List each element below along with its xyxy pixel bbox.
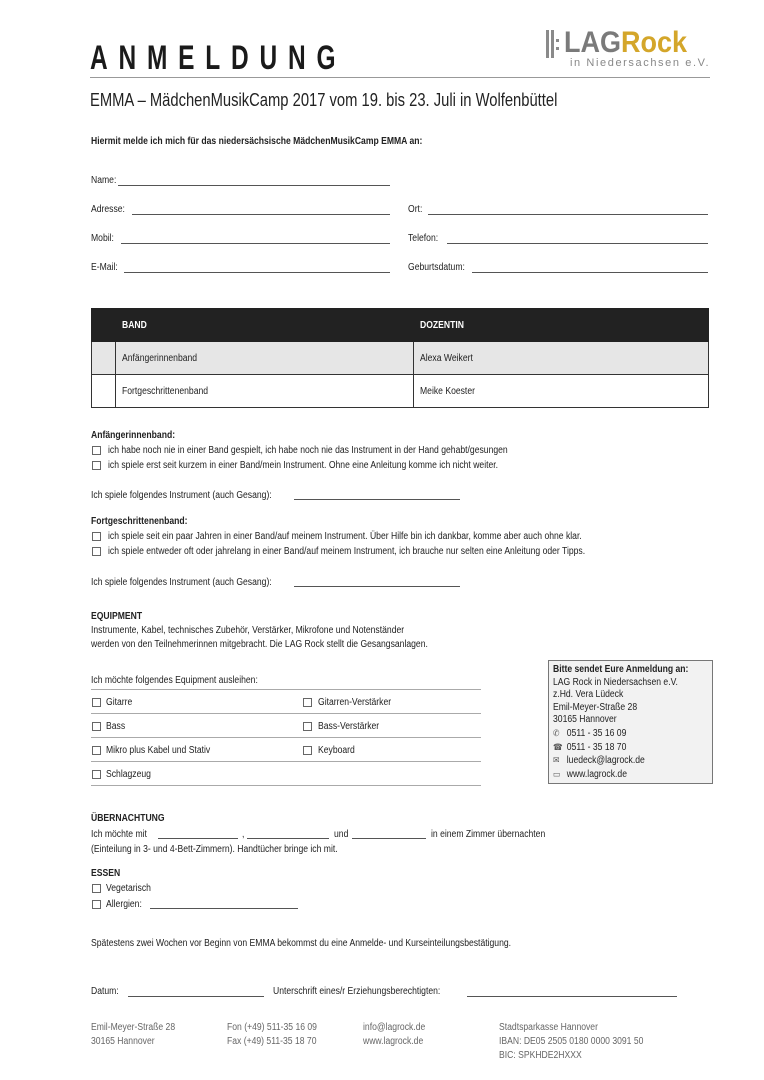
beginner-heading: Anfängerinnenband: bbox=[91, 430, 176, 441]
advanced-option-1-label: ich spiele seit ein paar Jahren in einer Band/auf meinem Instrument. Über Hilfe bin ich dankbar, komme aber auch ohne klar. bbox=[108, 531, 582, 542]
bass-label: Bass bbox=[106, 721, 126, 732]
bass-verstaerker-label: Bass-Verstärker bbox=[318, 721, 380, 732]
mobil-field[interactable] bbox=[121, 243, 390, 244]
equipment-divider bbox=[91, 689, 481, 690]
email-icon: ✉ bbox=[553, 755, 560, 766]
equipment-divider bbox=[91, 785, 481, 786]
contact-attn: z.Hd. Vera Lüdeck bbox=[553, 689, 624, 701]
footer-phone: Fon (+49) 511-35 16 09 bbox=[227, 1022, 317, 1033]
ort-field[interactable] bbox=[428, 214, 708, 215]
advanced-option-1-checkbox[interactable] bbox=[92, 532, 101, 541]
bass-checkbox[interactable] bbox=[92, 722, 101, 731]
logo-rock: Rock bbox=[620, 26, 688, 59]
contact-email[interactable]: luedeck@lagrock.de bbox=[566, 755, 645, 767]
overnight-comma: , bbox=[242, 829, 245, 840]
name-label: Name: bbox=[91, 175, 117, 186]
vegetarian-checkbox[interactable] bbox=[92, 884, 101, 893]
name-field[interactable] bbox=[118, 185, 390, 186]
adresse-field[interactable] bbox=[132, 214, 390, 215]
bass-verstaerker-checkbox[interactable] bbox=[303, 722, 312, 731]
header-dozentin: DOZENTIN bbox=[414, 309, 709, 342]
intro-text: Hiermit melde ich mich für das niedersächsische MädchenMusikCamp EMMA an: bbox=[91, 136, 423, 147]
advanced-instrument-label: Ich spiele folgendes Instrument (auch Gesang): bbox=[91, 577, 272, 588]
overnight-and: und bbox=[334, 829, 349, 840]
phone-icon: ✆ bbox=[553, 727, 560, 738]
band-select-cell-beginner[interactable] bbox=[92, 342, 116, 375]
table-row: Fortgeschrittenenband Meike Koester bbox=[92, 375, 709, 408]
roommate-2-field[interactable] bbox=[247, 838, 329, 839]
schlagzeug-checkbox[interactable] bbox=[92, 770, 101, 779]
footer-web[interactable]: www.lagrock.de bbox=[363, 1036, 424, 1047]
date-label: Datum: bbox=[91, 986, 119, 997]
gitarre-checkbox[interactable] bbox=[92, 698, 101, 707]
beginner-option-1-label: ich habe noch nie in einer Band gespielt, ich habe noch nie das Instrument in der Hand gehabt/gesungen bbox=[108, 445, 508, 456]
roommate-1-field[interactable] bbox=[158, 838, 238, 839]
mikro-checkbox[interactable] bbox=[92, 746, 101, 755]
geburtsdatum-label: Geburtsdatum: bbox=[408, 262, 465, 273]
gitarren-verstaerker-checkbox[interactable] bbox=[303, 698, 312, 707]
allergies-label: Allergien: bbox=[106, 899, 142, 910]
footer-bic: BIC: SPKHDE2HXXX bbox=[499, 1050, 582, 1061]
header-band: BAND bbox=[116, 309, 414, 342]
contact-heading: Bitte sendet Eure Anmeldung an: bbox=[553, 664, 689, 675]
advanced-instrument-field[interactable] bbox=[294, 586, 460, 587]
beginner-instrument-label: Ich spiele folgendes Instrument (auch Gesang): bbox=[91, 490, 272, 501]
lagrock-logo bbox=[546, 26, 716, 78]
footer-bank: Stadtsparkasse Hannover bbox=[499, 1022, 598, 1033]
beginner-option-2-checkbox[interactable] bbox=[92, 461, 101, 470]
equipment-text-2: werden von den Teilnehmerinnen mitgebracht. Die LAG Rock stellt die Gesangsanlagen. bbox=[91, 639, 428, 650]
page-title: ANMELDUNG bbox=[90, 39, 347, 77]
geburtsdatum-field[interactable] bbox=[472, 272, 708, 273]
confirmation-text: Spätestens zwei Wochen vor Beginn von EMMA bekommst du eine Anmelde- und Kurseinteilungsbestätigung. bbox=[91, 938, 512, 949]
footer-email[interactable]: info@lagrock.de bbox=[363, 1022, 426, 1033]
equipment-text-1: Instrumente, Kabel, technisches Zubehör, Verstärker, Mikrofone und Notenständer bbox=[91, 625, 405, 636]
allergies-field[interactable] bbox=[150, 908, 298, 909]
overnight-post: in einem Zimmer übernachten bbox=[431, 829, 546, 840]
overnight-note: (Einteilung in 3- und 4-Bett-Zimmern). Handtücher bringe ich mit. bbox=[91, 844, 338, 855]
signature-field[interactable] bbox=[467, 996, 677, 997]
date-field[interactable] bbox=[128, 996, 264, 997]
contact-street: Emil-Meyer-Straße 28 bbox=[553, 701, 638, 713]
contact-org: LAG Rock in Niedersachsen e.V. bbox=[553, 676, 678, 688]
contact-phone: 0511 - 35 16 09 bbox=[566, 727, 627, 739]
fax-icon: ☎ bbox=[553, 741, 563, 752]
overnight-heading: ÜBERNACHTUNG bbox=[91, 813, 165, 824]
mobil-label: Mobil: bbox=[91, 233, 114, 244]
gitarren-verstaerker-label: Gitarren-Verstärker bbox=[318, 697, 392, 708]
beginner-option-1-checkbox[interactable] bbox=[92, 446, 101, 455]
telefon-label: Telefon: bbox=[408, 233, 439, 244]
web-icon: ▭ bbox=[553, 768, 561, 779]
advanced-heading: Fortgeschrittenenband: bbox=[91, 516, 188, 527]
signature-label: Unterschrift eines/r Erziehungsberechtigten: bbox=[273, 986, 441, 997]
equipment-divider bbox=[91, 713, 481, 714]
keyboard-label: Keyboard bbox=[318, 745, 355, 756]
table-header-row bbox=[92, 309, 709, 342]
footer-address-2: 30165 Hannover bbox=[91, 1036, 155, 1047]
logo-subtitle: in Niedersachsen e.V. bbox=[570, 57, 711, 69]
roommate-3-field[interactable] bbox=[352, 838, 426, 839]
overnight-pre: Ich möchte mit bbox=[91, 829, 147, 840]
ort-label: Ort: bbox=[408, 204, 423, 215]
telefon-field[interactable] bbox=[447, 243, 708, 244]
equipment-heading: EQUIPMENT bbox=[91, 611, 143, 622]
table-row: Anfängerinnenband Alexa Weikert bbox=[92, 342, 709, 375]
event-subtitle: EMMA – MädchenMusikCamp 2017 vom 19. bis 23. Juli in Wolfenbüttel bbox=[90, 90, 558, 110]
email-field[interactable] bbox=[124, 272, 390, 273]
logo-lag: LAG bbox=[564, 26, 621, 59]
keyboard-checkbox[interactable] bbox=[303, 746, 312, 755]
footer-iban: IBAN: DE05 2505 0180 0000 3091 50 bbox=[499, 1036, 644, 1047]
vegetarian-label: Vegetarisch bbox=[106, 883, 151, 894]
equipment-divider bbox=[91, 761, 481, 762]
header-divider bbox=[90, 77, 710, 78]
footer-fax: Fax (+49) 511-35 18 70 bbox=[227, 1036, 317, 1047]
email-label: E-Mail: bbox=[91, 262, 118, 273]
contact-fax: 0511 - 35 18 70 bbox=[566, 741, 627, 753]
adresse-label: Adresse: bbox=[91, 204, 125, 215]
beginner-instrument-field[interactable] bbox=[294, 499, 460, 500]
advanced-option-2-label: ich spiele entweder oft oder jahrelang in einer Band/auf meinem Instrument, ich brauche nur selten eine Anleitung oder Tipps. bbox=[108, 546, 586, 557]
schlagzeug-label: Schlagzeug bbox=[106, 769, 151, 780]
equipment-divider bbox=[91, 737, 481, 738]
gitarre-label: Gitarre bbox=[106, 697, 133, 708]
contact-box bbox=[548, 660, 713, 784]
contact-city: 30165 Hannover bbox=[553, 714, 617, 726]
contact-web[interactable]: www.lagrock.de bbox=[566, 768, 627, 780]
band-select-cell-advanced[interactable] bbox=[92, 375, 116, 408]
bands-table bbox=[91, 308, 709, 408]
allergies-checkbox[interactable] bbox=[92, 900, 101, 909]
mikro-label: Mikro plus Kabel und Stativ bbox=[106, 745, 211, 756]
equipment-borrow-label: Ich möchte folgendes Equipment ausleihen: bbox=[91, 675, 258, 686]
food-heading: ESSEN bbox=[91, 868, 121, 879]
beginner-option-2-label: ich spiele erst seit kurzem in einer Band/mein Instrument. Ohne eine Anleitung komme ich nicht weiter. bbox=[108, 460, 499, 471]
logo-bars-icon bbox=[546, 30, 560, 58]
advanced-option-2-checkbox[interactable] bbox=[92, 547, 101, 556]
footer-address-1: Emil-Meyer-Straße 28 bbox=[91, 1022, 176, 1033]
